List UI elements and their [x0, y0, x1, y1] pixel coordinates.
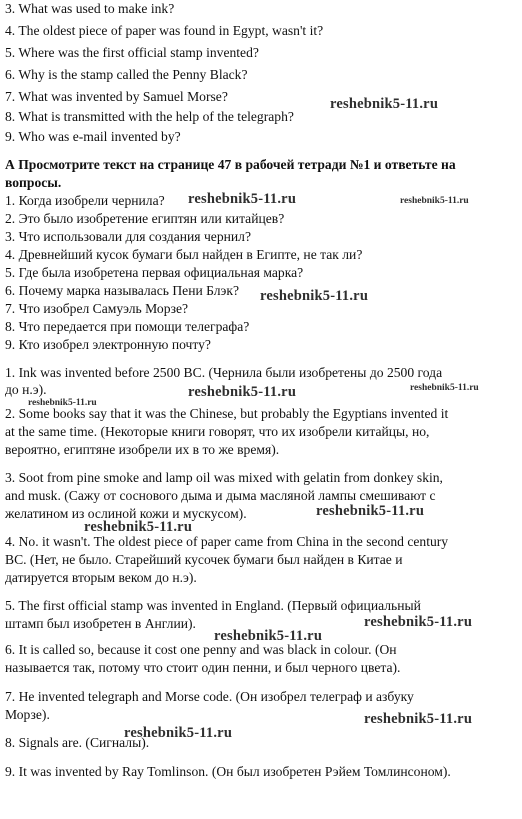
question-en-5: 5. Where was the first official stamp invented? — [5, 45, 259, 60]
answer-4-line-2: BC. (Нет, не было. Старейший кусочек бумаги был найден в Китае и — [5, 552, 403, 567]
task-heading-line-1: А Просмотрите текст на странице 47 в рабочей тетради №1 и ответьте на — [5, 157, 456, 172]
answer-2-line-2: at the same time. (Некоторые книги говорят, что их изобрели китайцы, но, — [5, 424, 430, 439]
answer-3-line-3: желатином из ослиной кожи и мускусом). — [5, 506, 247, 521]
answer-4-line-1: 4. No. it wasn't. The oldest piece of paper came from China in the second century — [5, 534, 449, 549]
question-en-8: 8. What is transmitted with the help of the telegraph? — [5, 109, 294, 124]
watermark-logo: reshebnik5-11.ru — [364, 711, 473, 727]
watermark-logo: reshebnik5-11.ru — [260, 288, 369, 304]
question-ru-5: 5. Где была изобретена первая официальная марка? — [5, 265, 304, 280]
question-en-4: 4. The oldest piece of paper was found in Egypt, wasn't it? — [5, 23, 324, 38]
watermark-logo: reshebnik5-11.ru — [214, 628, 323, 644]
answer-5-line-2: штамп был изобретен в Англии). — [5, 616, 196, 631]
answer-2-line-1: 2. Some books say that it was the Chinese, but probably the Egyptians invented it — [5, 406, 449, 421]
answer-1-line-1: 1. Ink was invented before 2500 BC. (Чернила были изобретены до 2500 года — [5, 365, 443, 380]
watermark-logo: reshebnik5-11.ru — [124, 725, 233, 741]
watermark-logo: reshebnik5-11.ru — [364, 614, 473, 630]
answer-4-line-3: датируется вторым веком до н.э). — [5, 570, 197, 585]
answer-6-line-1: 6. It is called so, because it cost one penny and was black in colour. (Он — [5, 642, 397, 657]
question-ru-4: 4. Древнейший кусок бумаги был найден в Египте, не так ли? — [5, 247, 363, 262]
answer-9-line-1: 9. It was invented by Ray Tomlinson. (Он был изобретен Рэйем Томлинсоном). — [5, 764, 451, 779]
watermark-logo: reshebnik5-11.ru — [84, 519, 193, 535]
question-ru-6: 6. Почему марка называлась Пени Блэк? — [5, 283, 240, 298]
task-heading-line-2: вопросы. — [5, 175, 62, 190]
question-ru-1: 1. Когда изобрели чернила? — [5, 193, 165, 208]
answer-7-line-2: Морзе). — [5, 707, 50, 722]
question-en-6: 6. Why is the stamp called the Penny Black? — [5, 67, 248, 82]
answer-7-line-1: 7. He invented telegraph and Morse code. (Он изобрел телеграф и азбуку — [5, 689, 414, 704]
answer-2-line-3: вероятно, египтяне изобрели их в то же время). — [5, 442, 280, 457]
question-ru-3: 3. Что использовали для создания чернил? — [5, 229, 251, 244]
watermark-logo-small: reshebnik5-11.ru — [410, 383, 479, 393]
question-ru-2: 2. Это было изобретение египтян или китайцев? — [5, 211, 285, 226]
question-ru-8: 8. Что передается при помощи телеграфа? — [5, 319, 250, 334]
watermark-logo-small: reshebnik5-11.ru — [28, 398, 97, 408]
question-ru-7: 7. Что изобрел Самуэль Морзе? — [5, 301, 189, 316]
question-en-9: 9. Who was e-mail invented by? — [5, 129, 181, 144]
watermark-logo-small: reshebnik5-11.ru — [400, 196, 469, 206]
watermark-logo: reshebnik5-11.ru — [188, 384, 297, 400]
answer-8-line-1: 8. Signals are. (Сигналы). — [5, 735, 150, 750]
answer-5-line-1: 5. The first official stamp was invented in England. (Первый официальный — [5, 598, 421, 613]
question-en-3: 3. What was used to make ink? — [5, 1, 175, 16]
answer-3-line-1: 3. Soot from pine smoke and lamp oil was mixed with gelatin from donkey skin, — [5, 470, 443, 485]
watermark-logo: reshebnik5-11.ru — [330, 96, 439, 112]
question-ru-9: 9. Кто изобрел электронную почту? — [5, 337, 211, 352]
watermark-logo: reshebnik5-11.ru — [188, 191, 297, 207]
watermark-logo: reshebnik5-11.ru — [316, 503, 425, 519]
question-en-7: 7. What was invented by Samuel Morse? — [5, 89, 228, 104]
answer-3-line-2: and musk. (Сажу от соснового дыма и дыма масляной лампы смешивают с — [5, 488, 436, 503]
answer-1-line-2: до н.э). — [5, 382, 47, 397]
answer-6-line-2: называется так, потому что стоит один пенни, и был черного цвета). — [5, 660, 401, 675]
